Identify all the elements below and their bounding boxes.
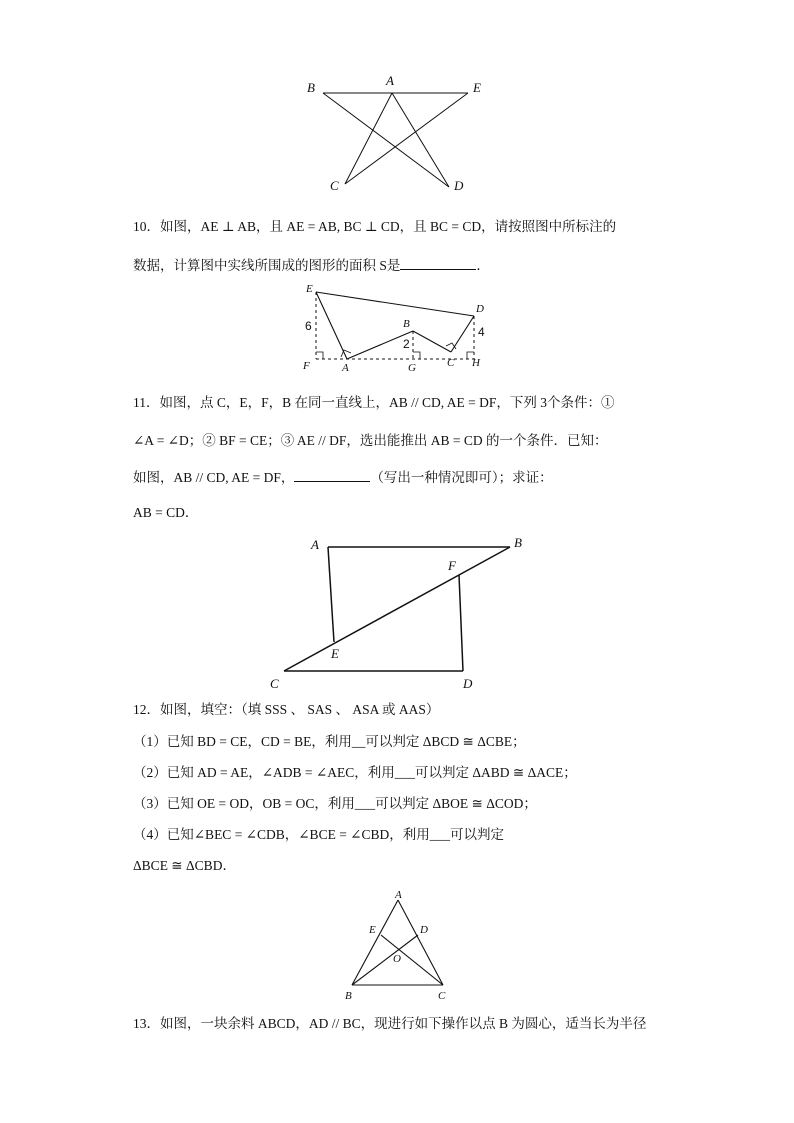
label-C: C <box>330 178 339 193</box>
label-D: D <box>420 924 428 936</box>
number-4: 4 <box>478 325 485 339</box>
q12-item3: （3）已知 OE = OD，OB = OC，利用___可以判定 ΔBOE ≅ ΔCOD； <box>133 796 537 811</box>
label-O: O <box>393 953 401 965</box>
label-E: E <box>473 80 481 95</box>
label-B: B <box>514 535 522 550</box>
label-C: C <box>447 357 455 369</box>
q12-line0: 12．如图，填空：（填 SSS 、 SAS 、 ASA 或 AAS） <box>133 702 440 717</box>
q12-item4: （4）已知∠BEC = ∠CDB，∠BCE = ∠CBD，利用___可以判定 <box>133 827 504 842</box>
q11-line1: 11．如图，点 C，E，F，B 在同一直线上，AB // CD, AE = DF，下列 3个条件：① <box>133 395 615 410</box>
label-D: D <box>476 303 484 315</box>
q11-line2: ∠A = ∠D；② BF = CE；③ AE // DF，选出能推出 AB = CD 的一个条件．已知： <box>133 433 608 448</box>
label-A: A <box>311 537 319 552</box>
q13-line1: 13．如图，一块余料 ABCD，AD // BC，现进行如下操作以点 B 为圆心，适当长为半径 <box>133 1016 647 1031</box>
label-A: A <box>342 362 349 374</box>
label-E: E <box>306 283 313 295</box>
q11-line3-b: （写出一种情况即可）；求证： <box>370 470 553 485</box>
q12-item4-cont: ΔBCE ≅ ΔCBD． <box>133 858 236 873</box>
label-B: B <box>403 318 410 330</box>
q10-line2-end: ． <box>476 258 490 273</box>
label-B: B <box>307 80 315 95</box>
q10-line2-text: 数据，计算图中实线所围成的图形的面积 S是 <box>133 258 401 273</box>
label-D: D <box>463 676 473 691</box>
label-F: F <box>303 360 310 372</box>
label-E: E <box>369 924 376 936</box>
label-C: C <box>270 676 279 691</box>
label-H: H <box>472 357 480 369</box>
label-C: C <box>438 990 446 1002</box>
label-E: E <box>331 646 339 661</box>
q12-item1: （1）已知 BD = CE，CD = BE，利用__可以判定 ΔBCD ≅ ΔCBE； <box>133 734 526 749</box>
q12-item2: （2）已知 AD = AE，∠ADB = ∠AEC，利用___可以判定 ΔABD ≅ ΔACE； <box>133 765 577 780</box>
number-2: 2 <box>403 337 410 351</box>
label-B: B <box>345 990 352 1002</box>
label-G: G <box>408 362 416 374</box>
q10-line1: 10．如图，AE ⊥ AB，且 AE = AB, BC ⊥ CD，且 BC = CD，请按照图中所标注的 <box>133 219 617 234</box>
label-D: D <box>454 178 464 193</box>
q11-line3-a: 如图，AB // CD, AE = DF， <box>133 470 295 485</box>
q11-line4: AB = CD． <box>133 505 199 520</box>
label-A: A <box>386 73 394 88</box>
label-A: A <box>395 889 402 901</box>
number-6: 6 <box>305 319 312 333</box>
label-F: F <box>448 558 456 573</box>
